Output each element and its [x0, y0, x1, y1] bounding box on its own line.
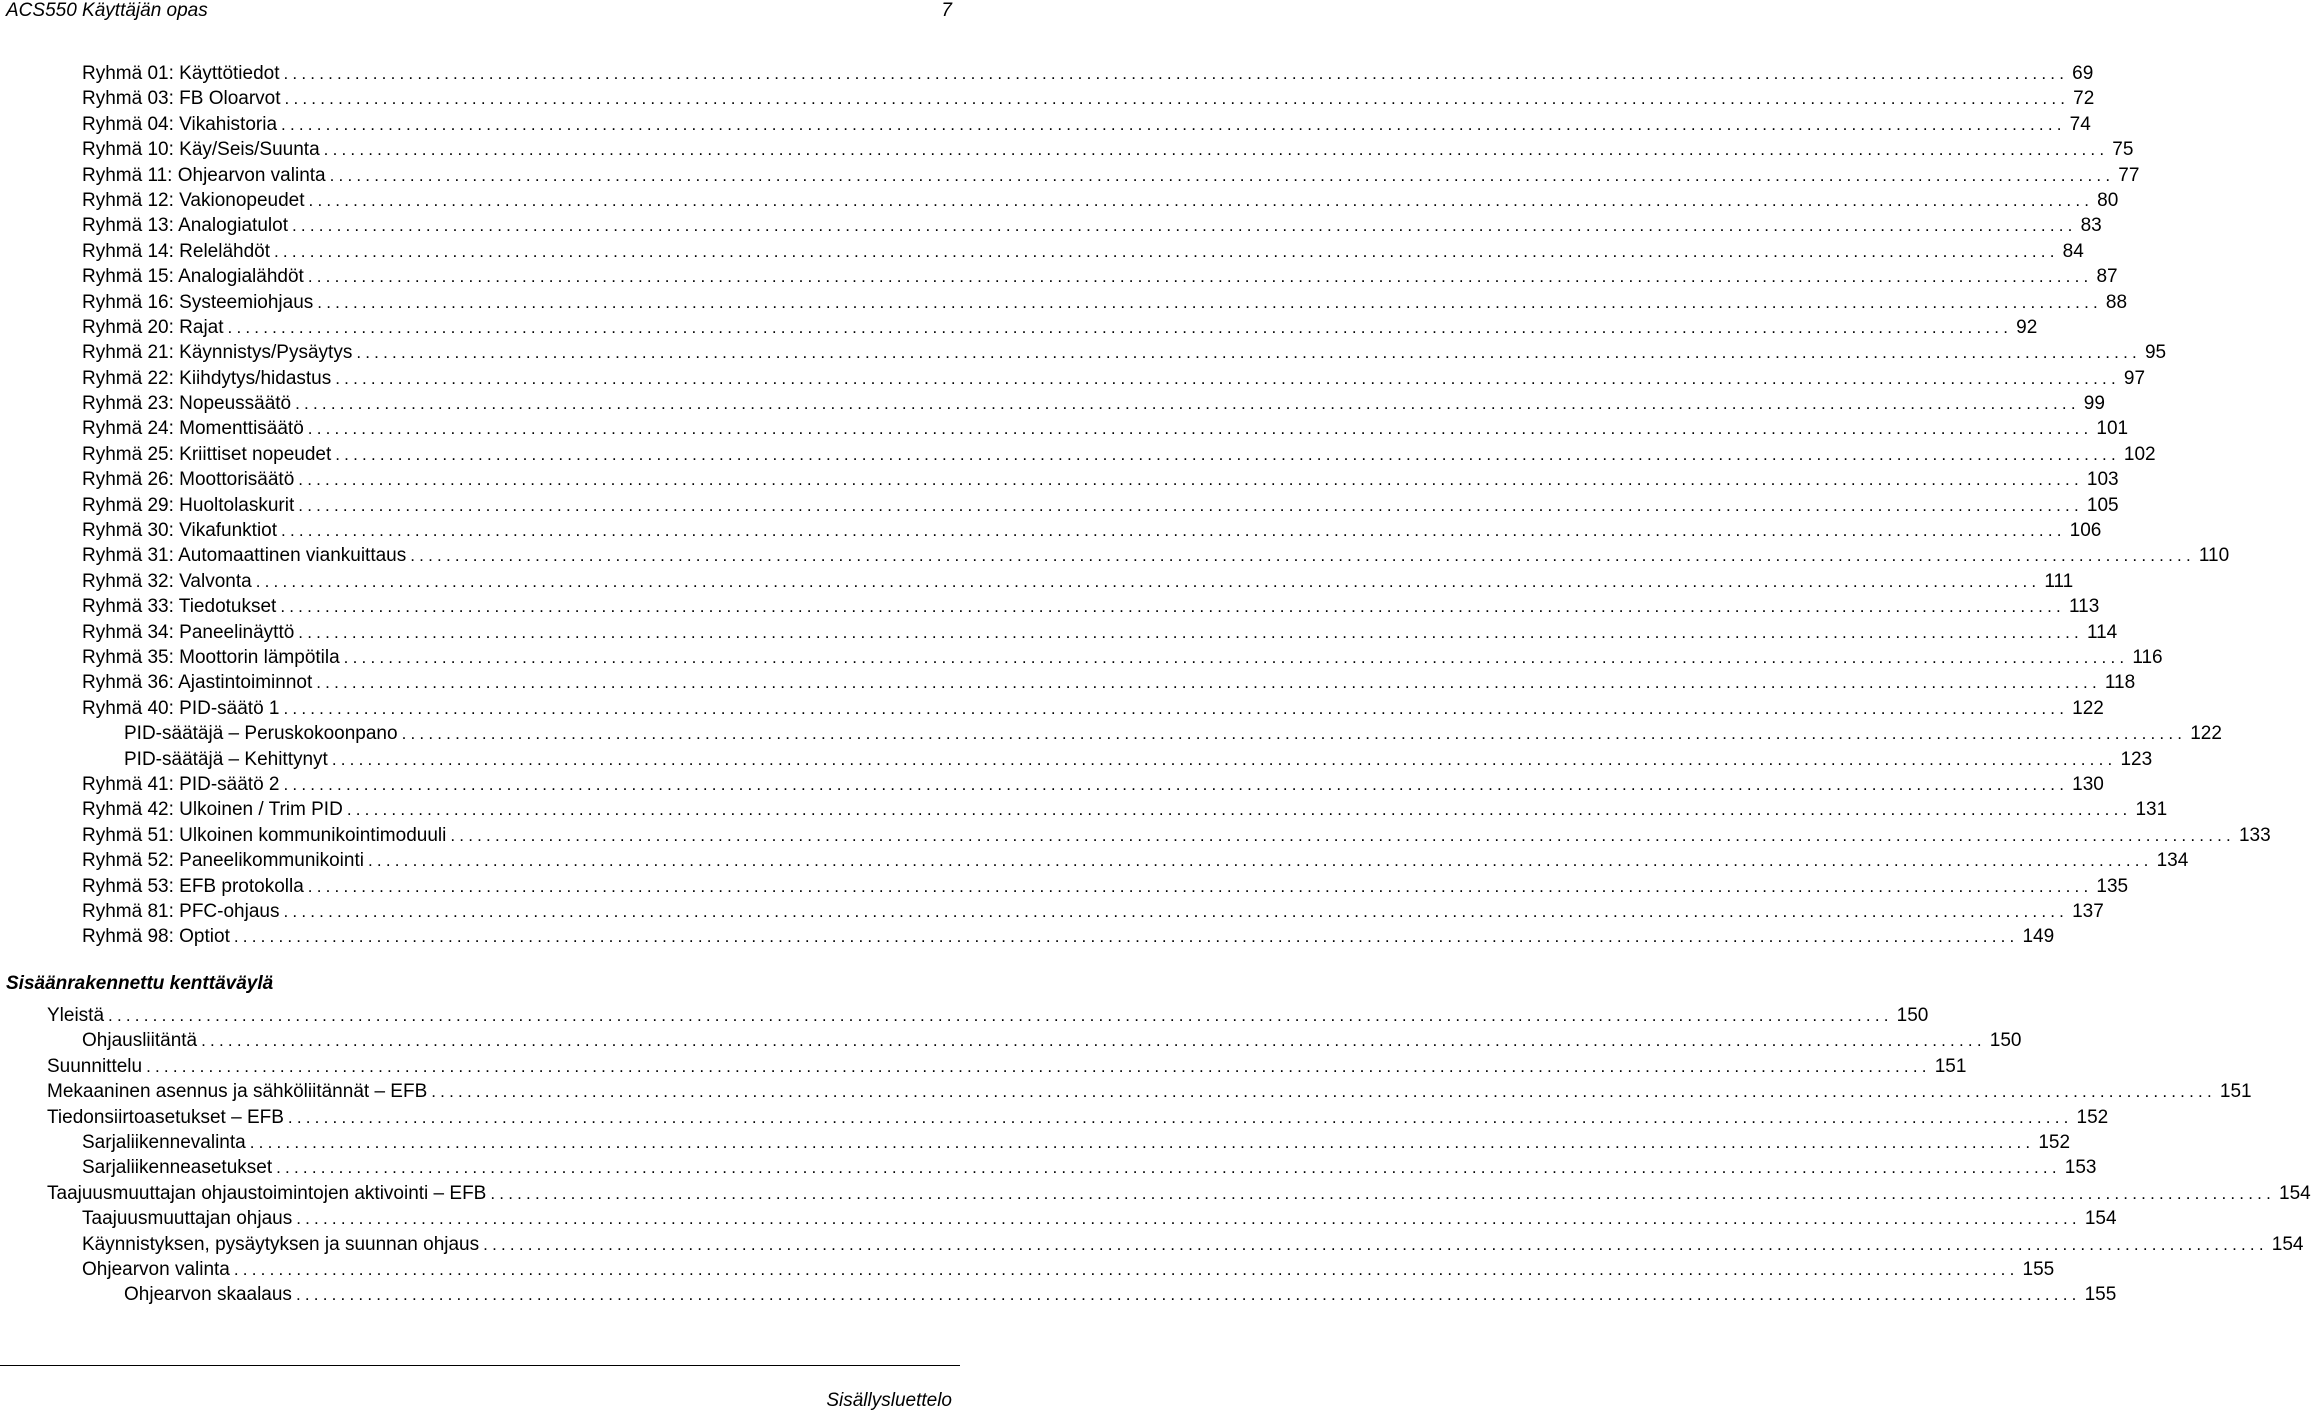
- toc-entry[interactable]: [0, 163, 2140, 188]
- page-number: 7: [941, 0, 952, 21]
- toc-entry[interactable]: [0, 467, 2119, 492]
- toc-entry[interactable]: [0, 848, 2189, 873]
- dot-leader: ........................................................................................................................................................................................................: [255, 571, 2041, 591]
- dot-leader: ........................................................................................................................................................................................................: [298, 495, 2083, 515]
- dot-leader: ........................................................................................................................................................................................................: [307, 419, 2093, 439]
- section-heading: Sisäänrakennettu kenttäväylä: [6, 973, 274, 994]
- dot-leader: ........................................................................................................................................................................................................: [280, 597, 2065, 617]
- toc-entry[interactable]: [0, 290, 2128, 315]
- toc-entry-label: Ryhmä 24: Momenttisäätö: [82, 418, 304, 440]
- toc-entry[interactable]: [0, 1282, 2117, 1307]
- toc-entry-page: 95: [2144, 342, 2167, 364]
- toc-entry-label: Tiedonsiirtoasetukset – EFB: [47, 1106, 284, 1128]
- toc-entry-page: 72: [2073, 88, 2095, 110]
- toc-entry-page: 123: [2120, 748, 2153, 770]
- toc-entry-page: 154: [2271, 1233, 2304, 1255]
- toc-entry[interactable]: [0, 874, 2129, 899]
- toc-entry-page: 99: [2083, 393, 2105, 415]
- toc-entry-page: 111: [2044, 570, 2074, 592]
- toc-entry-label: Sarjaliikennevalinta: [82, 1131, 246, 1153]
- toc-entry-label: Ryhmä 13: Analogiatulot: [82, 215, 288, 237]
- dot-leader: ........................................................................................................................................................................................................: [307, 876, 2093, 896]
- dot-leader: ........................................................................................................................................................................................................: [343, 647, 2129, 667]
- toc-entry[interactable]: [0, 1054, 1967, 1079]
- dot-leader: ........................................................................................................................................................................................................: [329, 165, 2115, 185]
- toc-entry-label: Ryhmä 32: Valvonta: [82, 570, 252, 592]
- dot-leader: ........................................................................................................................................................................................................: [283, 698, 2069, 718]
- toc-entry-label: Ryhmä 52: Paneelikommunikointi: [82, 850, 364, 872]
- toc-entry-page: 101: [2096, 418, 2129, 440]
- toc-entry[interactable]: [0, 86, 2095, 111]
- dot-leader: ........................................................................................................................................................................................................: [346, 800, 2132, 820]
- dot-leader: ........................................................................................................................................................................................................: [283, 64, 2069, 83]
- dot-leader: ........................................................................................................................................................................................................: [298, 622, 2083, 642]
- toc-entry-label: Ryhmä 22: Kiihdytys/hidastus: [82, 367, 332, 389]
- toc-entry[interactable]: [0, 797, 2168, 822]
- toc-entry-page: 151: [1934, 1055, 1967, 1077]
- dot-leader: ........................................................................................................................................................................................................: [233, 927, 2019, 947]
- toc-entry[interactable]: [0, 340, 2167, 365]
- toc-entry-label: Ryhmä 20: Rajat: [82, 316, 224, 338]
- toc-entry[interactable]: [0, 1206, 2117, 1231]
- toc-entry[interactable]: [0, 366, 2146, 391]
- toc-entry-page: 102: [2123, 443, 2156, 465]
- toc-entry-page: 122: [2190, 723, 2222, 745]
- toc-entry-page: 97: [2123, 367, 2146, 389]
- dot-leader: ........................................................................................................................................................................................................: [284, 89, 2070, 109]
- dot-leader: ........................................................................................................................................................................................................: [295, 394, 2080, 414]
- toc-entry-page: 92: [2016, 316, 2038, 338]
- toc-entry[interactable]: [0, 721, 2222, 746]
- dot-leader: ........................................................................................................................................................................................................: [274, 241, 2059, 261]
- toc-entry-page: 88: [2105, 291, 2128, 313]
- dot-leader: ........................................................................................................................................................................................................: [450, 825, 2235, 845]
- toc-entry[interactable]: [0, 823, 2271, 848]
- toc-entry-page: 150: [1896, 1005, 1929, 1026]
- toc-entry[interactable]: [0, 442, 2156, 467]
- toc-entry-page: 130: [2072, 773, 2104, 795]
- toc-entry-page: 77: [2118, 164, 2140, 186]
- toc-entry-label: Ryhmä 34: Paneelinäyttö: [82, 621, 295, 643]
- toc-entry[interactable]: [0, 747, 2153, 772]
- toc-entry-label: Ryhmä 15: Analogialähdöt: [82, 266, 304, 288]
- toc-entry-label: Ryhmä 23: Nopeussäätö: [82, 393, 292, 415]
- toc-section-list: [0, 1003, 2311, 1308]
- dot-leader: ........................................................................................................................................................................................................: [108, 1006, 1893, 1025]
- dot-leader: ........................................................................................................................................................................................................: [316, 673, 2101, 693]
- toc-entry[interactable]: [0, 1079, 2252, 1104]
- toc-entry-label: Taajuusmuuttajan ohjaus: [82, 1208, 293, 1230]
- dot-leader: ........................................................................................................................................................................................................: [233, 1259, 2019, 1279]
- toc-entry-label: Ryhmä 04: Vikahistoria: [82, 113, 278, 135]
- toc-entry-page: 134: [2156, 850, 2189, 872]
- toc-entry[interactable]: [0, 264, 2118, 289]
- toc-entry-page: 149: [2022, 926, 2055, 948]
- dot-leader: ........................................................................................................................................................................................................: [307, 267, 2093, 287]
- dot-leader: ........................................................................................................................................................................................................: [227, 317, 2013, 337]
- dot-leader: ........................................................................................................................................................................................................: [367, 851, 2153, 871]
- toc-entry-page: 118: [2104, 672, 2136, 694]
- dot-leader: ........................................................................................................................................................................................................: [410, 546, 2195, 566]
- toc-entry-label: Ryhmä 41: PID-säätö 2: [82, 773, 280, 795]
- dot-leader: ........................................................................................................................................................................................................: [201, 1031, 1986, 1051]
- toc-entry[interactable]: [0, 696, 2104, 721]
- dot-leader: ........................................................................................................................................................................................................: [356, 343, 2141, 363]
- toc-entry-label: PID-säätäjä – Peruskokoonpano: [124, 723, 398, 745]
- toc-entry-label: Ohjearvon skaalaus: [124, 1284, 292, 1306]
- toc-entry-page: 122: [2072, 697, 2104, 719]
- toc-entry[interactable]: [0, 1155, 2097, 1180]
- toc-entry-label: PID-säätäjä – Kehittynyt: [124, 748, 328, 770]
- toc-entry-page: 131: [2135, 799, 2168, 821]
- dot-leader: ........................................................................................................................................................................................................: [335, 444, 2120, 464]
- toc-entry-label: Ryhmä 53: EFB protokolla: [82, 875, 304, 897]
- toc-entry-page: 151: [2219, 1081, 2252, 1103]
- dot-leader: ........................................................................................................................................................................................................: [323, 140, 2109, 160]
- toc-entry[interactable]: [0, 543, 2230, 568]
- toc-groups-list: [0, 61, 2271, 950]
- toc-entry-page: 152: [2038, 1131, 2071, 1153]
- toc-entry-page: 74: [2069, 113, 2091, 135]
- toc-entry-label: Ryhmä 40: PID-säätö 1: [82, 697, 280, 719]
- toc-entry[interactable]: [0, 239, 2084, 264]
- dot-leader: ........................................................................................................................................................................................................: [335, 368, 2120, 388]
- dot-leader: ........................................................................................................................................................................................................: [295, 1285, 2081, 1305]
- toc-entry-page: 155: [2084, 1284, 2117, 1306]
- toc-entry-page: 152: [2076, 1106, 2109, 1128]
- toc-entry[interactable]: [0, 416, 2129, 441]
- toc-entry[interactable]: [0, 188, 2119, 213]
- toc-entry-page: 106: [2069, 520, 2102, 542]
- dot-leader: ........................................................................................................................................................................................................: [317, 292, 2102, 312]
- dot-leader: ........................................................................................................................................................................................................: [283, 774, 2069, 794]
- toc-entry-page: 105: [2086, 494, 2119, 516]
- toc-entry-label: Ryhmä 31: Automaattinen viankuittaus: [82, 545, 407, 567]
- toc-entry[interactable]: [0, 1003, 1929, 1028]
- toc-entry-label: Ryhmä 98: Optiot: [82, 926, 230, 948]
- toc-entry-label: Suunnittelu: [47, 1055, 143, 1077]
- toc-entry-label: Ryhmä 25: Kriittiset nopeudet: [82, 443, 332, 465]
- toc-entry[interactable]: [0, 112, 2091, 137]
- footer-divider: [0, 1365, 960, 1366]
- toc-entry-label: Ryhmä 01: Käyttötiedot: [82, 63, 280, 84]
- dot-leader: ........................................................................................................................................................................................................: [276, 1158, 2061, 1178]
- dot-leader: ........................................................................................................................................................................................................: [401, 724, 2187, 744]
- toc-entry-label: Ohjearvon valinta: [82, 1258, 230, 1280]
- toc-entry-page: 154: [2084, 1208, 2117, 1230]
- toc-entry[interactable]: [0, 620, 2118, 645]
- toc-entry-page: 87: [2096, 266, 2118, 288]
- toc-entry-label: Ryhmä 42: Ulkoinen / Trim PID: [82, 799, 343, 821]
- toc-entry-label: Mekaaninen asennus ja sähköliitännät – EFB: [47, 1081, 428, 1103]
- toc-entry-label: Ryhmä 33: Tiedotukset: [82, 596, 277, 618]
- toc-entry-page: 137: [2072, 900, 2104, 922]
- toc-entry[interactable]: [0, 137, 2134, 162]
- dot-leader: ........................................................................................................................................................................................................: [483, 1234, 2268, 1254]
- toc-entry[interactable]: [0, 493, 2119, 518]
- toc-entry[interactable]: [0, 1028, 2022, 1053]
- dot-leader: ........................................................................................................................................................................................................: [287, 1107, 2073, 1127]
- dot-leader: ........................................................................................................................................................................................................: [283, 901, 2069, 921]
- toc-entry-label: Ryhmä 51: Ulkoinen kommunikointimoduuli: [82, 824, 447, 846]
- toc-entry-label: Ryhmä 35: Moottorin lämpötila: [82, 646, 340, 668]
- toc-entry-label: Sarjaliikenneasetukset: [82, 1157, 273, 1179]
- toc-entry-page: 84: [2062, 240, 2084, 262]
- toc-entry[interactable]: [0, 315, 2038, 340]
- toc-entry-page: 80: [2097, 189, 2119, 211]
- toc-entry-page: 135: [2096, 875, 2129, 897]
- toc-entry-label: Ryhmä 81: PFC-ohjaus: [82, 900, 280, 922]
- toc-entry-label: Ryhmä 14: Relelähdöt: [82, 240, 270, 262]
- toc-entry-page: 155: [2022, 1258, 2055, 1280]
- toc-entry-page: 133: [2238, 824, 2271, 846]
- toc-entry[interactable]: [0, 1130, 2071, 1155]
- toc-entry-label: Ryhmä 26: Moottorisäätö: [82, 469, 295, 491]
- toc-entry-page: 150: [1989, 1030, 2022, 1052]
- toc-entry[interactable]: [0, 569, 2074, 594]
- toc-entry-page: 113: [2068, 596, 2100, 618]
- toc-entry-label: Ryhmä 16: Systeemiohjaus: [82, 291, 314, 313]
- toc-entry-label: Ryhmä 03: FB Oloarvot: [82, 88, 281, 110]
- toc-entry-label: Ryhmä 36: Ajastintoiminnot: [82, 672, 313, 694]
- document-title: ACS550 Käyttäjän opas: [6, 0, 208, 21]
- toc-entry-page: 103: [2086, 469, 2119, 491]
- footer-label: Sisällysluettelo: [826, 1390, 952, 1411]
- toc-entry[interactable]: [0, 391, 2105, 416]
- toc-entry-label: Taajuusmuuttajan ohjaustoimintojen aktivointi – EFB: [47, 1182, 487, 1204]
- dot-leader: ........................................................................................................................................................................................................: [298, 470, 2083, 490]
- dot-leader: ........................................................................................................................................................................................................: [291, 216, 2077, 236]
- toc-entry-label: Ryhmä 10: Käy/Seis/Suunta: [82, 139, 320, 161]
- toc-entry-label: Ryhmä 29: Huoltolaskurit: [82, 494, 295, 516]
- toc-entry-page: 154: [2279, 1182, 2311, 1204]
- dot-leader: ........................................................................................................................................................................................................: [490, 1183, 2275, 1203]
- dot-leader: ........................................................................................................................................................................................................: [281, 114, 2066, 134]
- toc-entry[interactable]: [0, 772, 2104, 797]
- toc-entry[interactable]: [0, 1257, 2055, 1282]
- toc-entry-label: Ryhmä 12: Vakionopeudet: [82, 189, 305, 211]
- toc-entry-label: Ryhmä 11: Ohjearvon valinta: [82, 164, 326, 186]
- toc-entry[interactable]: [0, 670, 2136, 695]
- dot-leader: ........................................................................................................................................................................................................: [308, 190, 2094, 210]
- toc-entry[interactable]: [0, 1181, 2311, 1206]
- toc-entry[interactable]: [0, 594, 2100, 619]
- toc-entry[interactable]: [0, 61, 2094, 86]
- toc-entry-page: 69: [2072, 63, 2094, 84]
- toc-entry-page: 83: [2080, 215, 2102, 237]
- toc-entry-label: Käynnistyksen, pysäytyksen ja suunnan ohjaus: [82, 1233, 480, 1255]
- toc-entry-page: 75: [2112, 139, 2134, 161]
- toc-entry-label: Ryhmä 21: Käynnistys/Pysäytys: [82, 342, 353, 364]
- toc-entry[interactable]: [0, 1232, 2304, 1257]
- toc-entry-page: 110: [2198, 545, 2230, 567]
- dot-leader: ........................................................................................................................................................................................................: [331, 749, 2117, 769]
- toc-entry[interactable]: [0, 1105, 2109, 1130]
- toc-entry-label: Ryhmä 30: Vikafunktiot: [82, 520, 278, 542]
- toc-entry-label: Ohjausliitäntä: [82, 1030, 198, 1052]
- toc-entry[interactable]: [0, 213, 2102, 238]
- dot-leader: ........................................................................................................................................................................................................: [146, 1056, 1931, 1076]
- dot-leader: ........................................................................................................................................................................................................: [281, 521, 2066, 541]
- toc-entry[interactable]: [0, 899, 2104, 924]
- toc-entry-page: 153: [2064, 1157, 2097, 1179]
- toc-entry-page: 116: [2132, 646, 2163, 668]
- dot-leader: ........................................................................................................................................................................................................: [431, 1082, 2216, 1102]
- dot-leader: ........................................................................................................................................................................................................: [296, 1209, 2081, 1229]
- toc-entry[interactable]: [0, 645, 2163, 670]
- dot-leader: ........................................................................................................................................................................................................: [249, 1132, 2035, 1152]
- toc-entry[interactable]: [0, 924, 2055, 949]
- toc-entry-label: Yleistä: [47, 1005, 105, 1026]
- toc-entry-page: 114: [2086, 621, 2118, 643]
- toc-entry[interactable]: [0, 518, 2102, 543]
